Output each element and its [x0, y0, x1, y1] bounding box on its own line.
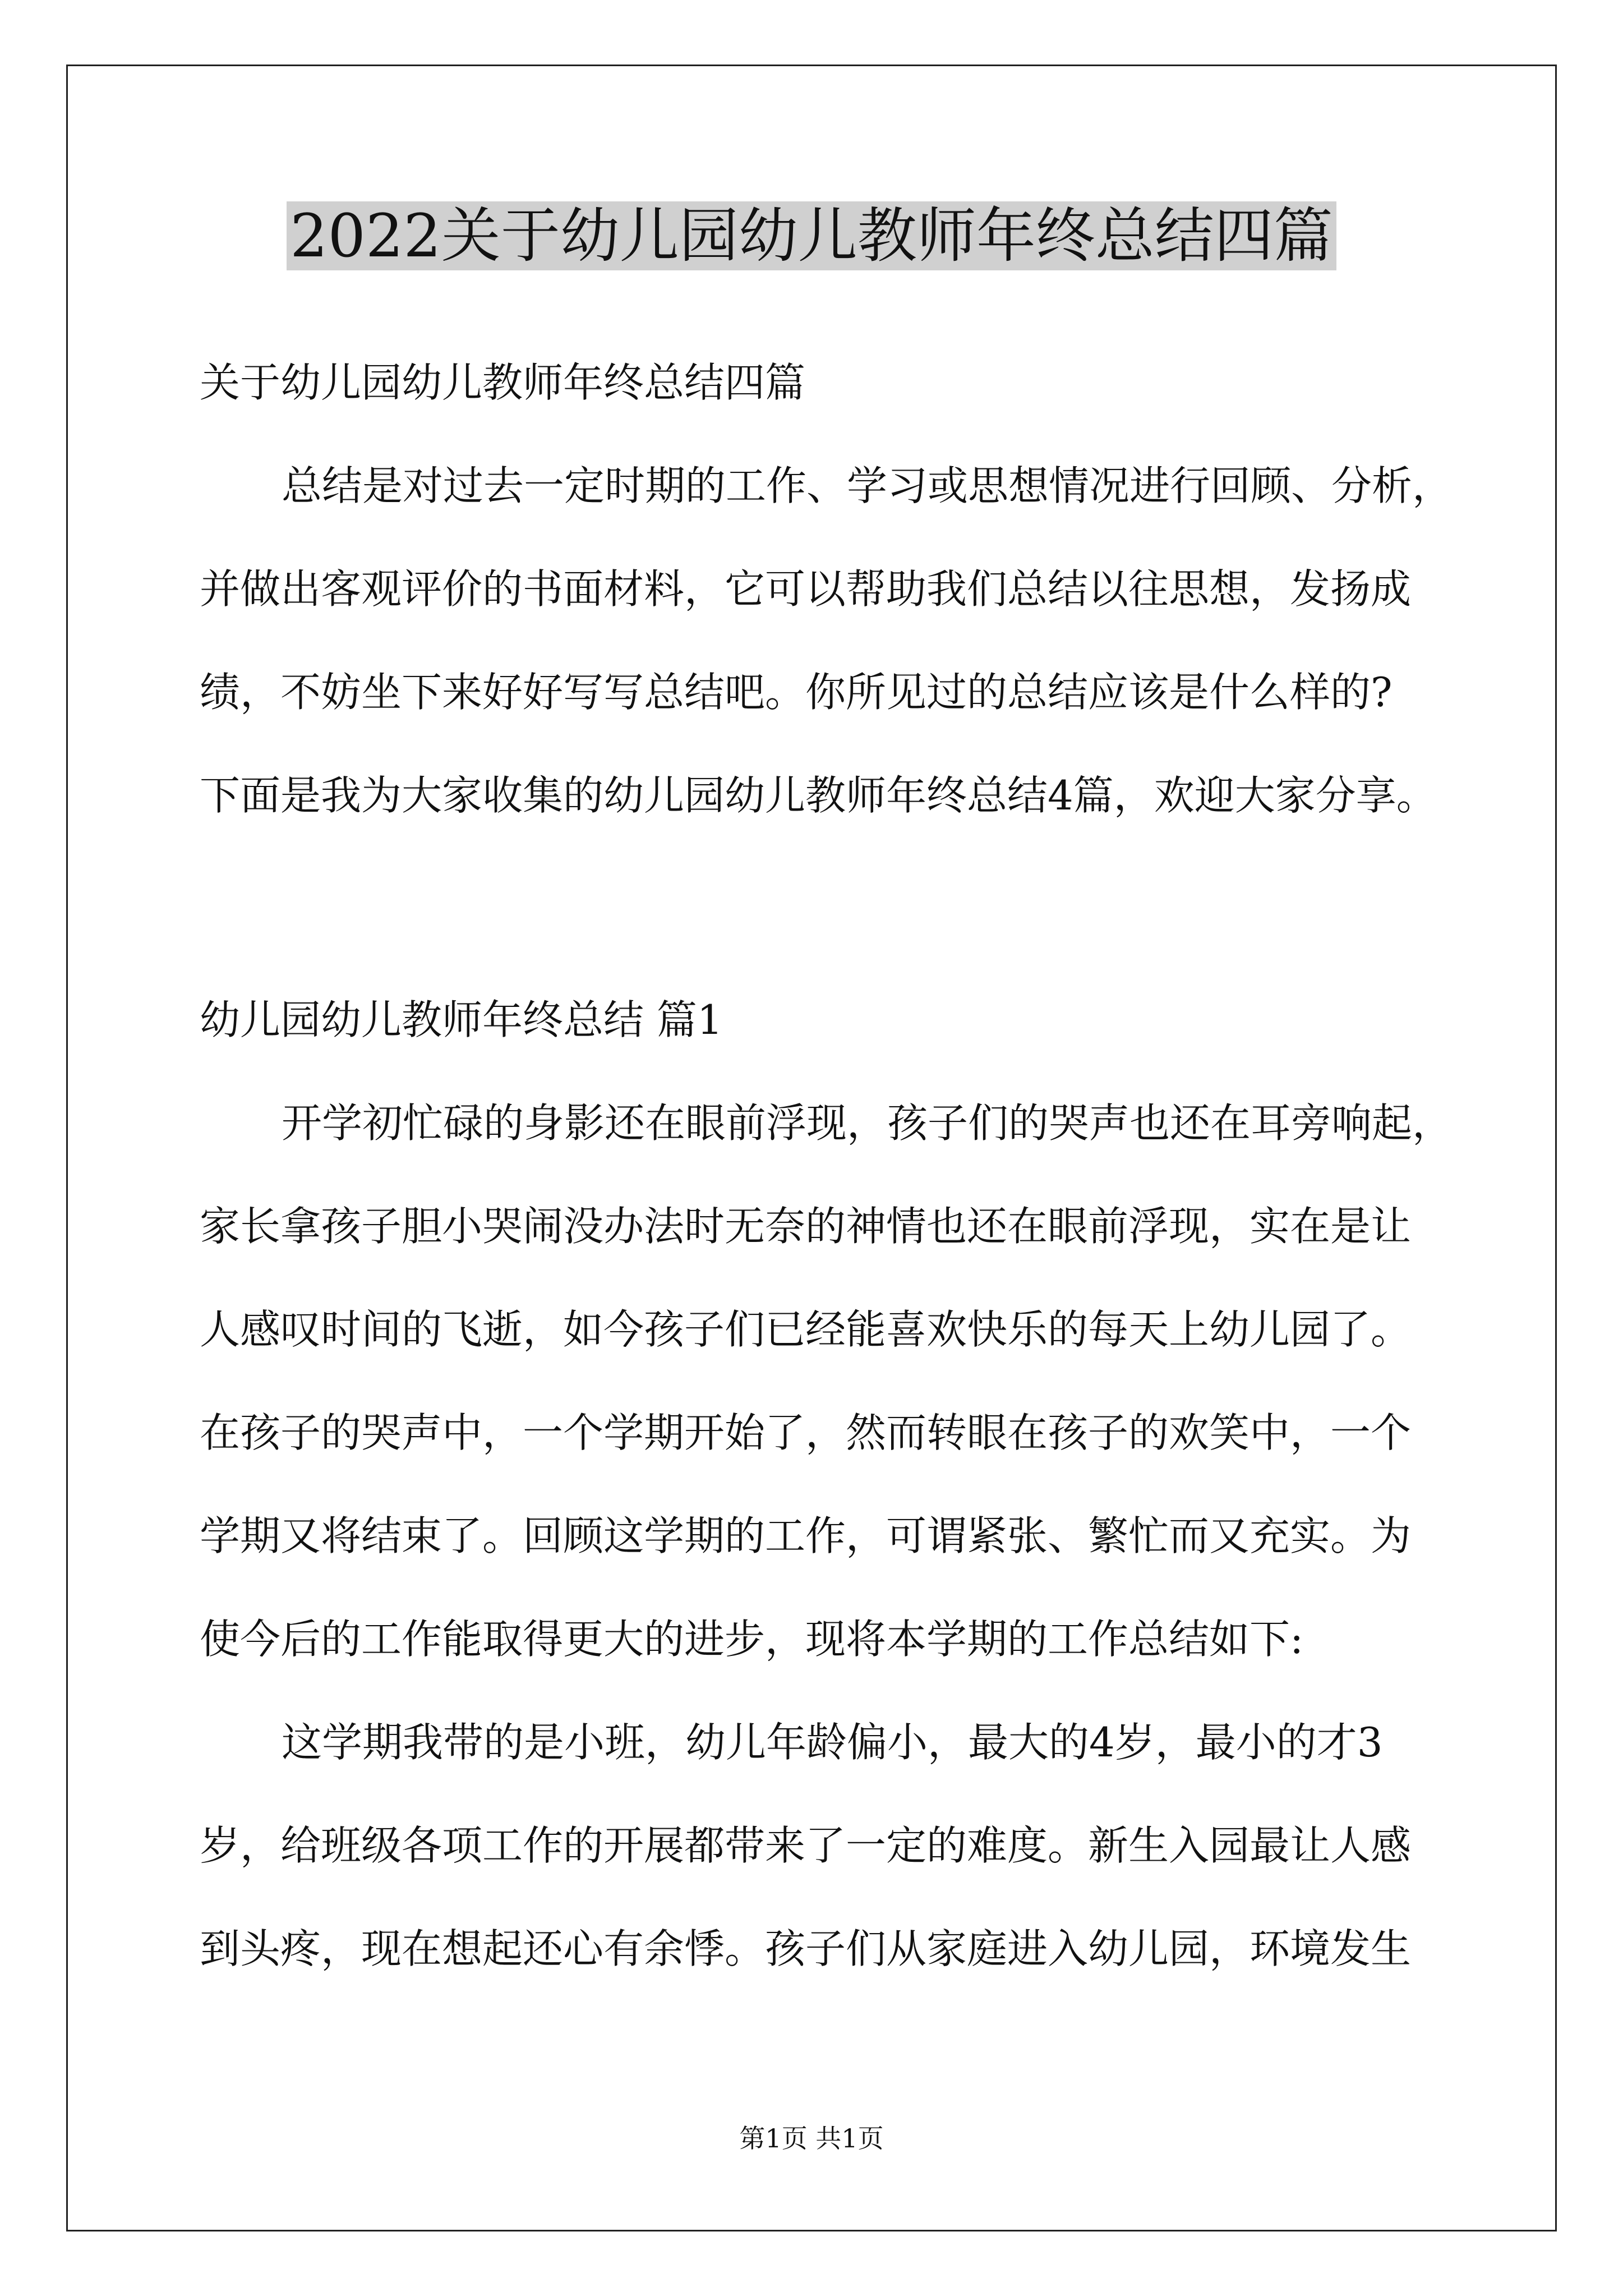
paragraph-line: 在孩子的哭声中，一个学期开始了，然而转眼在孩子的欢笑中，一个	[200, 1409, 1412, 1456]
document-title	[0, 194, 1623, 278]
paragraph-line: 人感叹时间的飞逝，如今孩子们已经能喜欢快乐的每天上幼儿园了。	[200, 1306, 1412, 1353]
paragraph-line: 总结是对过去一定时期的工作、学习或思想情况进行回顾、分析，	[282, 462, 1453, 509]
paragraph-line: 到头疼，现在想起还心有余悸。孩子们从家庭进入幼儿园，环境发生	[200, 1925, 1412, 1972]
paragraph-line: 这学期我带的是小班，幼儿年龄偏小，最大的4岁，最小的才3	[282, 1719, 1383, 1766]
paragraph-line: 学期又将结束了。回顾这学期的工作，可谓紧张、繁忙而又充实。为	[200, 1512, 1412, 1559]
section-heading: 幼儿园幼儿教师年终总结 篇1	[200, 996, 723, 1043]
subtitle-line: 关于幼儿园幼儿教师年终总结四篇	[200, 359, 806, 406]
paragraph-line: 岁，给班级各项工作的开展都带来了一定的难度。新生入园最让人感	[200, 1822, 1412, 1869]
document-title-text: 2022关于幼儿园幼儿教师年终总结四篇	[287, 201, 1336, 270]
paragraph-line: 并做出客观评价的书面材料，它可以帮助我们总结以往思想，发扬成	[200, 565, 1412, 613]
paragraph-line: 使今后的工作能取得更大的进步，现将本学期的工作总结如下:	[200, 1616, 1304, 1663]
paragraph-line: 下面是我为大家收集的幼儿园幼儿教师年终总结4篇，欢迎大家分享。	[200, 772, 1437, 819]
paragraph-line: 开学初忙碌的身影还在眼前浮现，孩子们的哭声也还在耳旁响起，	[282, 1099, 1453, 1147]
paragraph-line: 绩，不妨坐下来好好写写总结吧。你所见过的总结应该是什么样的?	[200, 669, 1393, 716]
page-footer: 第1页 共1页	[739, 2123, 884, 2154]
paragraph-line: 家长拿孩子胆小哭闹没办法时无奈的神情也还在眼前浮现，实在是让	[200, 1203, 1412, 1250]
